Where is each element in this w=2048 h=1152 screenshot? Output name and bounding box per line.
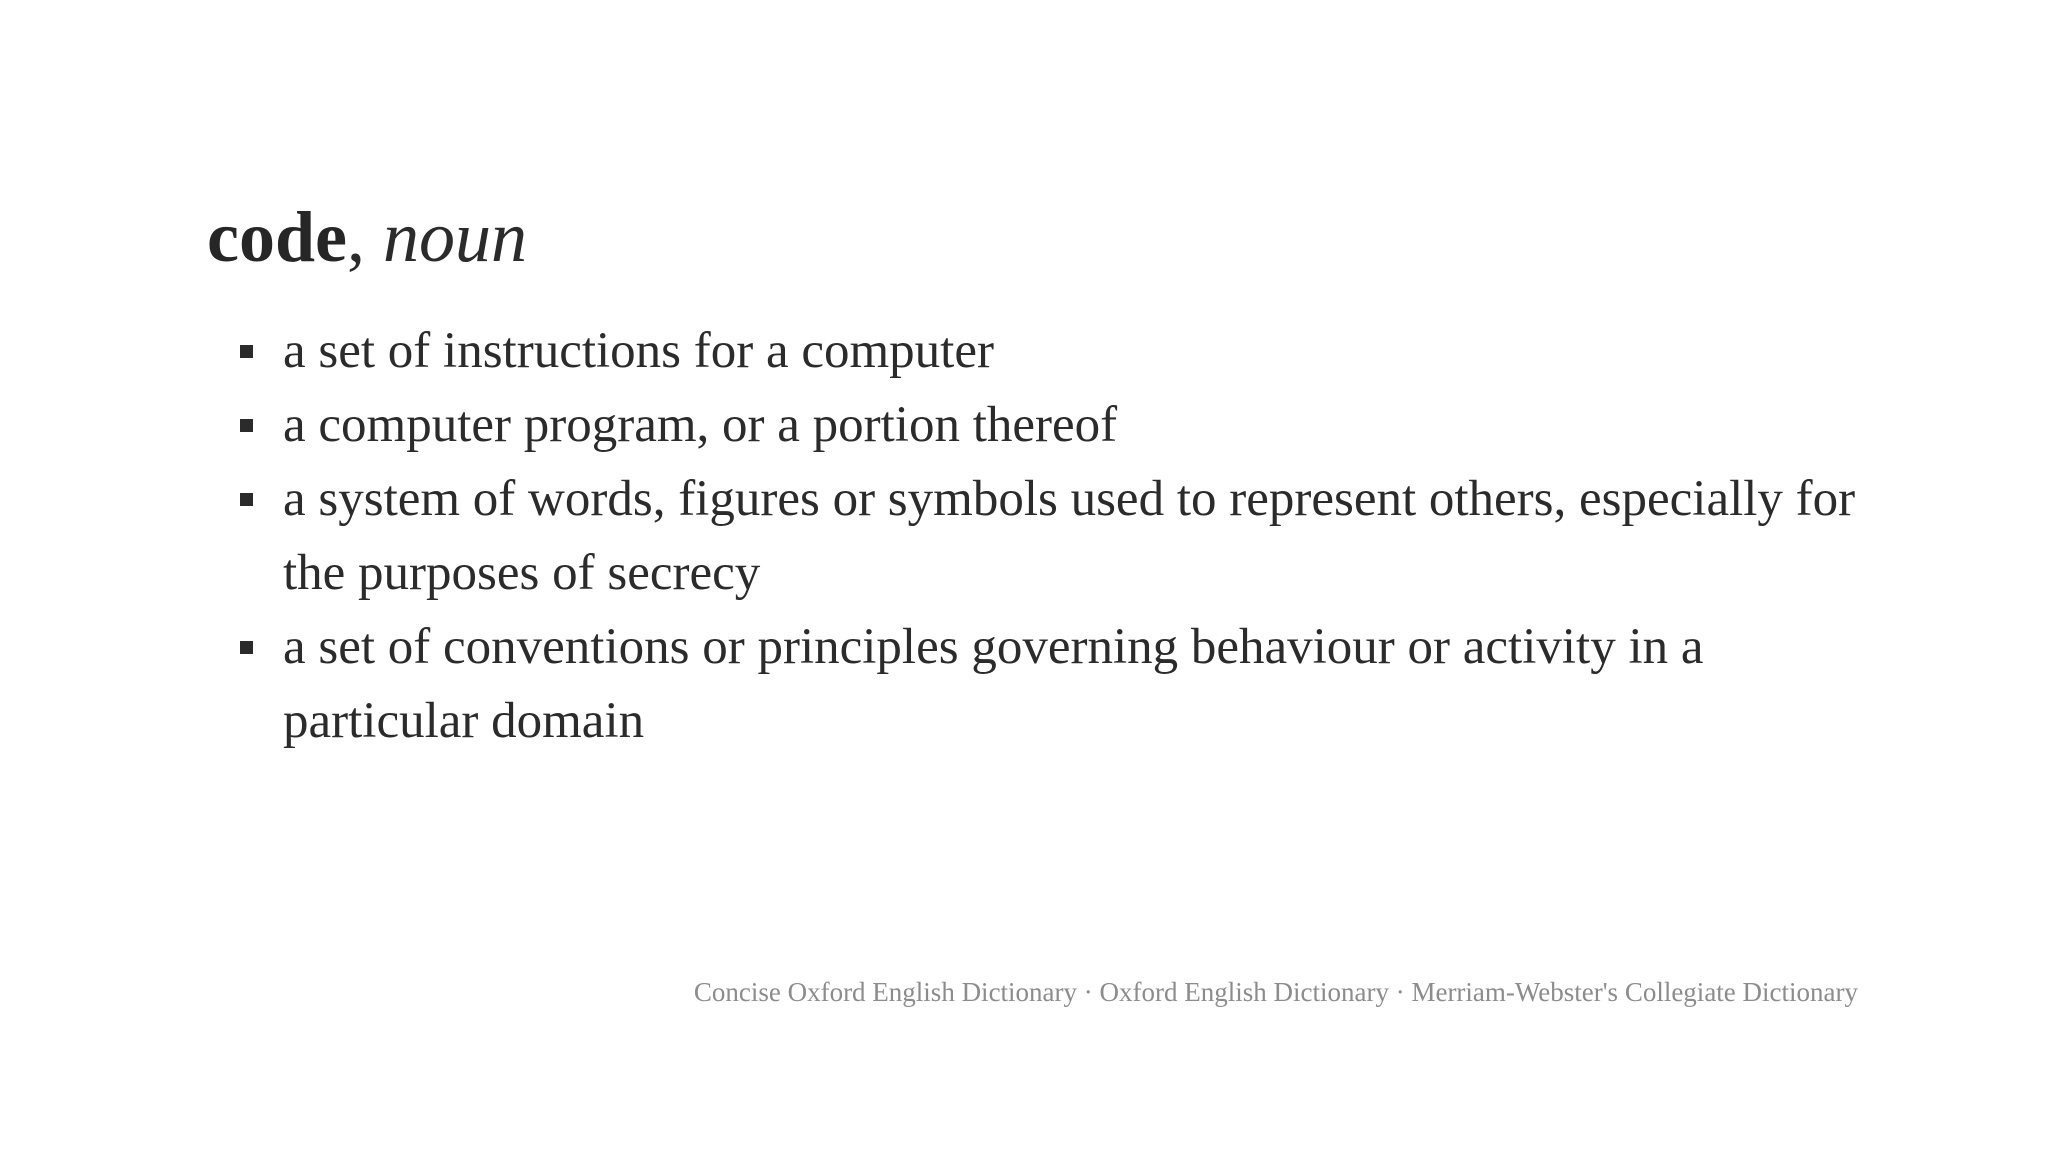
square-bullet-icon — [240, 419, 253, 432]
definition-item — [237, 314, 1877, 388]
square-bullet-icon — [240, 345, 253, 358]
definition-text: a system of words, figures or symbols used to represent others, especially for the purposes of secrecy — [283, 471, 1856, 601]
definition-text: a computer program, or a portion thereof — [283, 397, 1118, 453]
definition-item — [237, 610, 1877, 758]
dictionary-entry-heading — [207, 192, 527, 282]
definition-text: a set of instructions for a computer — [283, 323, 994, 379]
square-bullet-icon — [240, 493, 253, 506]
part-of-speech: noun — [382, 197, 527, 277]
definition-text: a set of conventions or principles governing behaviour or activity in a particular domain — [283, 619, 1704, 749]
square-bullet-icon — [240, 641, 253, 654]
definition-item — [237, 462, 1877, 610]
headword: code — [207, 197, 347, 277]
definition-list — [237, 314, 1877, 758]
source-citations: Concise Oxford English Dictionary · Oxford English Dictionary · Merriam-Webster's Collegiate Dictionary — [693, 977, 1858, 1007]
definition-item — [237, 388, 1877, 462]
headword-separator: , — [346, 197, 365, 277]
